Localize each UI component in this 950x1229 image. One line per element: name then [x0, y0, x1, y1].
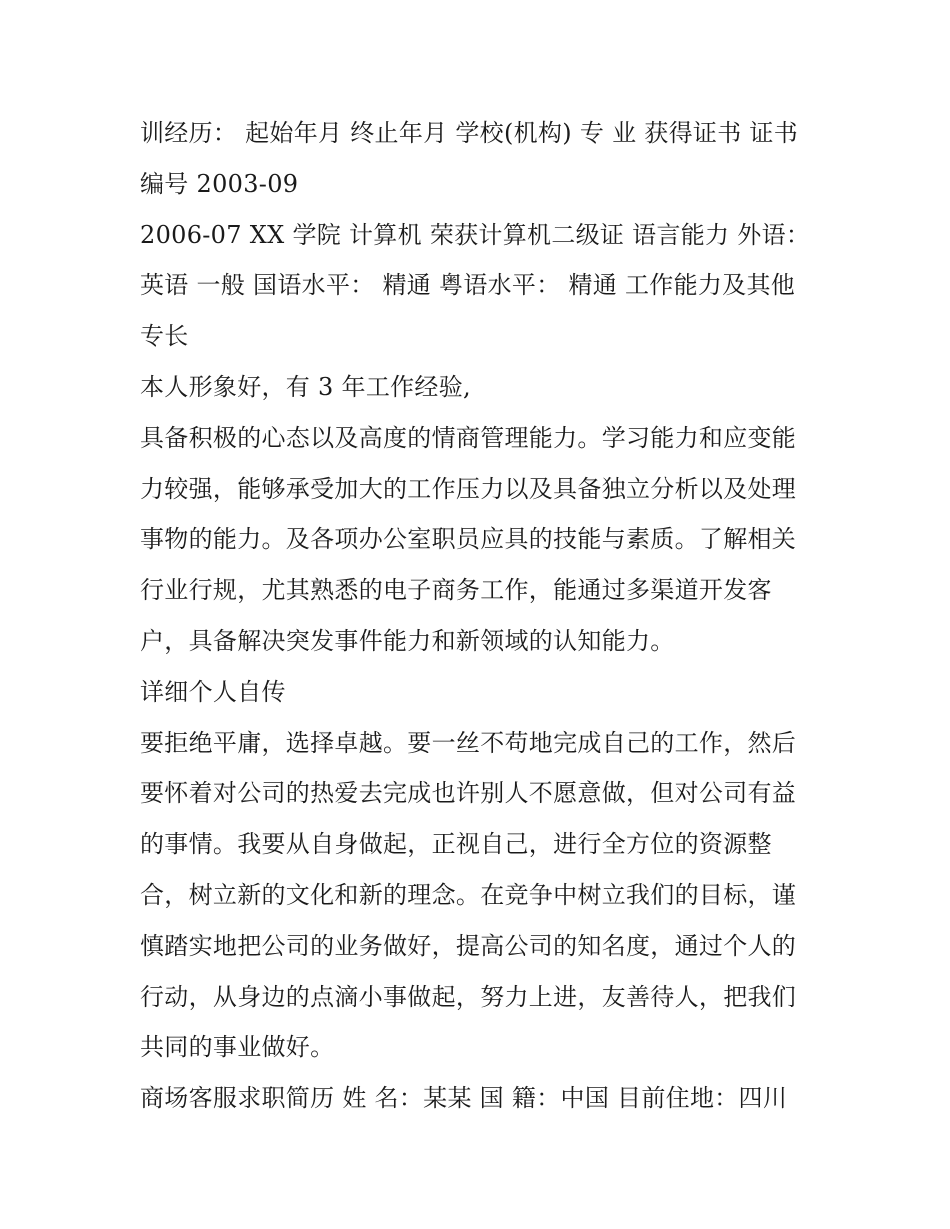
- autobiography-heading: 详细个人自传: [140, 677, 286, 706]
- language-ability-line: 英语 一般 国语水平： 精通 粤语水平： 精通 工作能力及其他: [140, 271, 796, 300]
- autobiography-line-7: 共同的事业做好。: [140, 1033, 335, 1062]
- skills-heading-line: 专长: [140, 322, 189, 351]
- autobiography-line-4: 合，树立新的文化和新的理念。在竞争中树立我们的目标，谨: [140, 880, 797, 909]
- autobiography-line-5: 慎踏实地把公司的业务做好，提高公司的知名度，通过个人的: [140, 931, 797, 960]
- skills-paragraph-line-1: 本人形象好，有 3 年工作经验,: [140, 372, 471, 401]
- document-page: [140, 108, 820, 1124]
- education-entry-line: 2006-07 XX 学院 计算机 荣获计算机二级证 语言能力 外语：: [140, 220, 811, 249]
- autobiography-line-1: 要拒绝平庸，选择卓越。要一丝不苟地完成自己的工作，然后: [140, 728, 797, 757]
- skills-paragraph-line-2: 具备积极的心态以及高度的情商管理能力。学习能力和应变能: [140, 423, 797, 452]
- autobiography-line-3: 的事情。我要从自身做起，正视自己，进行全方位的资源整: [140, 830, 772, 859]
- skills-paragraph-line-5: 行业行规，尤其熟悉的电子商务工作，能通过多渠道开发客: [140, 576, 772, 605]
- skills-paragraph-line-3: 力较强，能够承受加大的工作压力以及具备独立分析以及处理: [140, 474, 797, 503]
- resume-title-line: 商场客服求职简历 姓 名：某某 国 籍：中国 目前住地：四川: [140, 1084, 788, 1113]
- autobiography-line-6: 行动，从身边的点滴小事做起，努力上进，友善待人，把我们: [140, 982, 797, 1011]
- training-header-line: 训经历： 起始年月 终止年月 学校(机构) 专 业 获得证书 证书: [140, 119, 799, 147]
- autobiography-line-2: 要怀着对公司的热爱去完成也许别人不愿意做，但对公司有益: [140, 779, 797, 808]
- certificate-number-line: 编号 2003-09: [140, 169, 299, 198]
- skills-paragraph-line-4: 事物的能力。及各项办公室职员应具的技能与素质。了解相关: [140, 525, 797, 554]
- skills-paragraph-line-6: 户，具备解决突发事件能力和新领域的认知能力。: [140, 626, 675, 655]
